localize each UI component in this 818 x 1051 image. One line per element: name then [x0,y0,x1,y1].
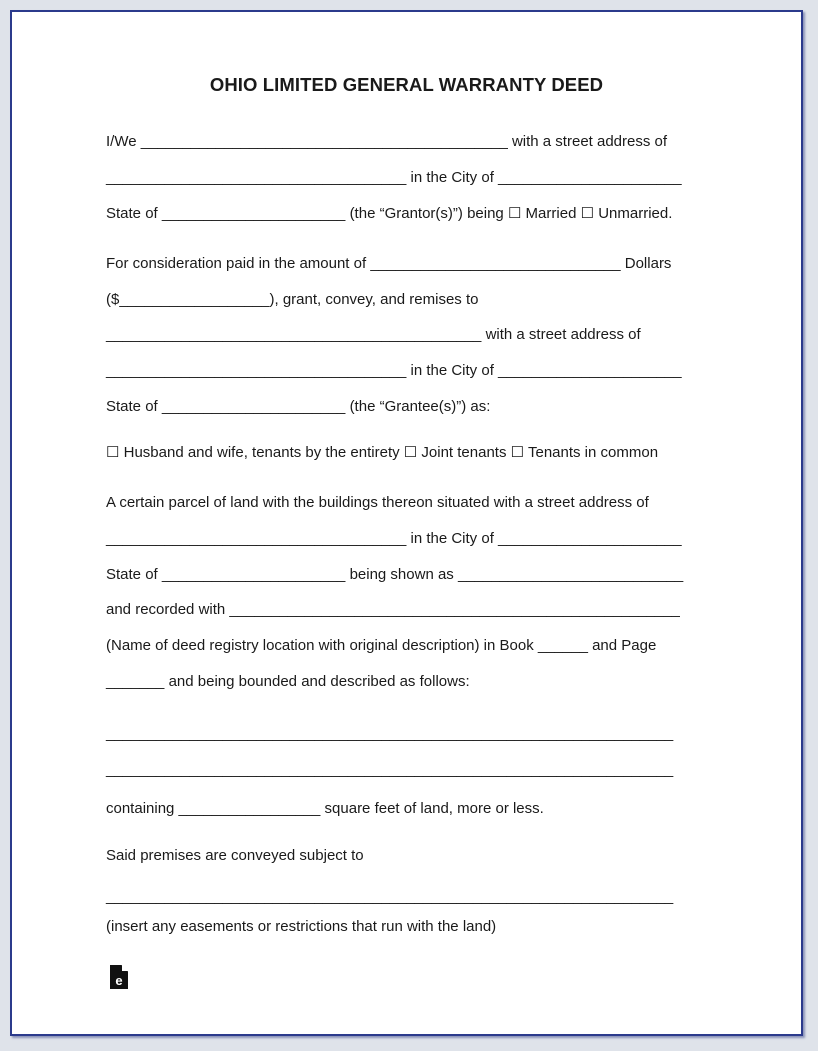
grantee-name-line: _____________________________________________ with a street address of [106,326,641,343]
easements-note-line: (insert any easements or restrictions that run with the land) [106,918,497,935]
subject-to-line: Said premises are conveyed subject to [106,847,364,864]
tenancy-options-line: ☐ Husband and wife, tenants by the entirety ☐ Joint tenants ☐ Tenants in common [106,444,659,461]
grantee-state-line: State of ______________________ (the “Grantee(s)”) as: [106,398,491,415]
parcel-address-line: ____________________________________ in the City of ______________________ [106,530,682,547]
easements-blank-line: ____________________________________________________________________ [106,888,674,905]
grantee-address-line: ____________________________________ in the City of ______________________ [106,362,682,379]
deed-page [10,10,803,1036]
recorded-with-line: and recorded with ______________________________________________________ [106,601,680,618]
amount-line: ($__________________), grant, convey, and remises to [106,291,479,308]
consideration-line: For consideration paid in the amount of ______________________________ Dollars [106,255,672,272]
description-blank-line: ____________________________________________________________________ [106,725,674,742]
square-feet-line: containing _________________ square feet of land, more or less. [106,800,544,817]
logo-letter: e [115,973,123,988]
grantor-name-line: I/We ____________________________________________ with a street address of [106,133,668,150]
eforms-document-icon [109,964,129,990]
grantor-state-line: State of ______________________ (the “Grantor(s)”) being ☐ Married ☐ Unmarried. [106,205,673,222]
parcel-intro-line: A certain parcel of land with the buildings thereon situated with a street address of [106,494,649,511]
description-blank-line: ____________________________________________________________________ [106,761,674,778]
document-title: OHIO LIMITED GENERAL WARRANTY DEED [209,74,604,95]
bounded-described-line: _______ and being bounded and described as follows: [106,673,470,690]
parcel-state-line: State of ______________________ being shown as ___________________________ [106,566,684,583]
grantor-address-line: ____________________________________ in the City of ______________________ [106,169,682,186]
registry-book-line: (Name of deed registry location with original description) in Book ______ and Page [106,637,657,654]
